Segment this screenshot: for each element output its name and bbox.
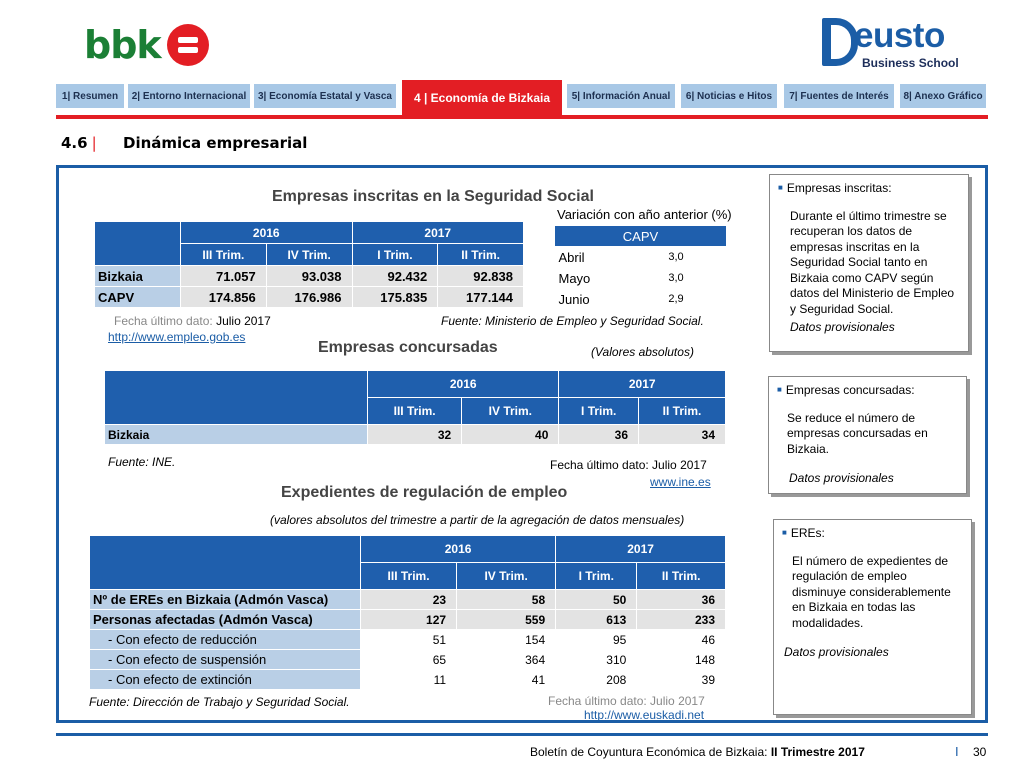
ss-fecha-value: Julio 2017 bbox=[216, 314, 271, 328]
tab-economia-bizkaia[interactable]: 4 | Economía de Bizkaia bbox=[402, 80, 562, 115]
cell: 23 bbox=[361, 590, 457, 610]
conc-subtitle: (Valores absolutos) bbox=[591, 345, 694, 359]
variacion-header: CAPV bbox=[555, 226, 727, 247]
note-body: El número de expedientes de regulación de empleo disminuye considerablemente en Bizkaia en todas las modalidades. bbox=[792, 553, 951, 630]
cell: 92.432 bbox=[352, 266, 438, 287]
tab-noticias-hitos[interactable]: 6| Noticias e Hitos bbox=[681, 84, 777, 108]
cell: 36 bbox=[637, 590, 726, 610]
cell: 175.835 bbox=[352, 287, 438, 308]
cell: 32 bbox=[368, 425, 462, 445]
deusto-logo bbox=[822, 16, 962, 72]
nav-underline bbox=[56, 115, 988, 119]
ss-period: IV Trim. bbox=[266, 244, 352, 266]
row-label: - Con efecto de suspensión bbox=[90, 650, 361, 670]
section-nav bbox=[56, 84, 988, 116]
footer-text-plain: Boletín de Coyuntura Económica de Bizkaia: bbox=[530, 745, 771, 759]
eres-period: I Trim. bbox=[556, 563, 637, 590]
conc-year-2017: 2017 bbox=[559, 371, 726, 398]
table-row bbox=[555, 289, 727, 310]
section-title: Dinámica empresarial bbox=[123, 134, 308, 152]
conc-table bbox=[104, 370, 726, 445]
cell: 364 bbox=[457, 650, 556, 670]
cell: 39 bbox=[637, 670, 726, 690]
cell: 92.838 bbox=[438, 266, 524, 287]
footer-title bbox=[530, 745, 865, 759]
tab-resumen[interactable]: 1| Resumen bbox=[56, 84, 124, 108]
note-foot: Datos provisionales bbox=[789, 471, 894, 485]
note-body: Se reduce el número de empresas concursadas en Bizkaia. bbox=[787, 410, 928, 456]
cell: 3,0 bbox=[668, 251, 684, 264]
footer-rule bbox=[56, 733, 988, 736]
eres-title: Expedientes de regulación de empleo bbox=[281, 484, 568, 501]
cell: 174.856 bbox=[181, 287, 267, 308]
conc-period: I Trim. bbox=[559, 398, 639, 425]
eres-period: II Trim. bbox=[637, 563, 726, 590]
footer-text-bold: II Trimestre 2017 bbox=[770, 745, 865, 759]
ss-period: III Trim. bbox=[181, 244, 267, 266]
conc-period: II Trim. bbox=[639, 398, 726, 425]
cell: 613 bbox=[556, 610, 637, 630]
eres-period: IV Trim. bbox=[457, 563, 556, 590]
cell: 58 bbox=[457, 590, 556, 610]
eres-year-2016: 2016 bbox=[361, 536, 556, 563]
conc-fecha: Fecha último dato: Julio 2017 bbox=[550, 458, 707, 472]
cell: 40 bbox=[462, 425, 559, 445]
bbk-logo-text: bbk bbox=[84, 23, 161, 67]
table-row bbox=[95, 266, 524, 287]
table-row bbox=[555, 268, 727, 289]
row-label: CAPV bbox=[95, 287, 181, 308]
variacion-title: Variación con año anterior (%) bbox=[557, 207, 732, 222]
cell: 559 bbox=[457, 610, 556, 630]
tab-economia-estatal[interactable]: 3| Economía Estatal y Vasca bbox=[254, 84, 396, 108]
ss-fecha bbox=[114, 314, 271, 328]
eres-corner bbox=[90, 536, 361, 590]
bullet-icon: ■ bbox=[777, 385, 782, 394]
tab-informacion-anual[interactable]: 5| Información Anual bbox=[567, 84, 675, 108]
note-head: Empresas concursadas: bbox=[785, 383, 915, 397]
row-label: Abril bbox=[558, 249, 585, 265]
conc-link[interactable]: www.ine.es bbox=[650, 475, 711, 489]
cell: 41 bbox=[457, 670, 556, 690]
cell: 2,9 bbox=[668, 293, 684, 305]
ss-period: II Trim. bbox=[438, 244, 524, 266]
footer-separator: I bbox=[955, 744, 959, 759]
deusto-d-mark bbox=[822, 18, 858, 66]
eres-table bbox=[89, 535, 726, 690]
note-head: EREs: bbox=[790, 526, 825, 540]
cell: 34 bbox=[639, 425, 726, 445]
note-foot: Datos provisionales bbox=[790, 320, 895, 334]
ss-title: Empresas inscritas en la Seguridad Social bbox=[272, 188, 594, 205]
eres-period: III Trim. bbox=[361, 563, 457, 590]
page-title bbox=[61, 134, 307, 152]
cell: 36 bbox=[559, 425, 639, 445]
section-separator: | bbox=[91, 134, 97, 152]
row-label: Nº de EREs en Bizkaia (Admón Vasca) bbox=[90, 590, 361, 610]
eres-fuente: Fuente: Dirección de Trabajo y Seguridad Social. bbox=[89, 695, 350, 709]
conc-period: IV Trim. bbox=[462, 398, 559, 425]
cell: 95 bbox=[556, 630, 637, 650]
bbk-logo bbox=[84, 22, 229, 68]
cell: 310 bbox=[556, 650, 637, 670]
tab-anexo-grafico[interactable]: 8| Anexo Gráfico bbox=[900, 84, 986, 108]
cell: 208 bbox=[556, 670, 637, 690]
table-row bbox=[90, 630, 726, 650]
ss-corner bbox=[95, 222, 181, 266]
ss-year-2016: 2016 bbox=[181, 222, 353, 244]
row-label: Personas afectadas (Admón Vasca) bbox=[90, 610, 361, 630]
conc-corner bbox=[105, 371, 368, 425]
row-label: Mayo bbox=[558, 270, 591, 286]
variacion-table bbox=[554, 225, 727, 310]
row-label: - Con efecto de extinción bbox=[90, 670, 361, 690]
note-inscritas bbox=[769, 174, 969, 352]
note-head: Empresas inscritas: bbox=[786, 181, 892, 195]
cell: 3,0 bbox=[668, 272, 684, 284]
eres-link[interactable]: http://www.euskadi.net bbox=[584, 708, 705, 722]
row-label: Bizkaia bbox=[105, 425, 368, 445]
cell: 154 bbox=[457, 630, 556, 650]
table-row bbox=[105, 425, 726, 445]
eres-subtitle: (valores absolutos del trimestre a partir de la agregación de datos mensuales) bbox=[270, 513, 685, 527]
note-concursadas bbox=[768, 376, 967, 494]
eres-fecha: Fecha último dato: Julio 2017 bbox=[548, 694, 705, 708]
cell: 50 bbox=[556, 590, 637, 610]
ss-link[interactable]: http://www.empleo.gob.es bbox=[108, 330, 246, 344]
deusto-logo-word: eusto bbox=[854, 16, 945, 55]
note-foot: Datos provisionales bbox=[784, 645, 889, 659]
table-row bbox=[90, 590, 726, 610]
cell: 148 bbox=[637, 650, 726, 670]
note-body: Durante el último trimestre se recuperan los datos de empresas inscritas en la Seguridad Social tanto en Bizkaia como CAPV según datos del Ministerio de Empleo y Seguridad Social. bbox=[790, 208, 955, 316]
table-row bbox=[95, 287, 524, 308]
ss-fecha-label: Fecha último dato: bbox=[114, 314, 213, 328]
cell: 127 bbox=[361, 610, 457, 630]
bbk-logo-mark bbox=[167, 24, 209, 66]
tab-entorno-internacional[interactable]: 2| Entorno Internacional bbox=[128, 84, 250, 108]
cell: 177.144 bbox=[438, 287, 524, 308]
ss-period: I Trim. bbox=[352, 244, 438, 266]
conc-year-2016: 2016 bbox=[368, 371, 559, 398]
page-number: 30 bbox=[973, 745, 987, 759]
row-label: - Con efecto de reducción bbox=[90, 630, 361, 650]
tab-fuentes-interes[interactable]: 7| Fuentes de Interés bbox=[784, 84, 894, 108]
conc-title: Empresas concursadas bbox=[318, 339, 498, 356]
ss-year-2017: 2017 bbox=[352, 222, 524, 244]
table-row bbox=[90, 610, 726, 630]
cell: 71.057 bbox=[181, 266, 267, 287]
cell: 65 bbox=[361, 650, 457, 670]
row-label: Junio bbox=[558, 291, 590, 307]
cell: 233 bbox=[637, 610, 726, 630]
section-number: 4.6 bbox=[61, 134, 88, 152]
cell: 93.038 bbox=[266, 266, 352, 287]
table-row bbox=[555, 247, 727, 268]
note-eres bbox=[773, 519, 972, 715]
cell: 46 bbox=[637, 630, 726, 650]
deusto-logo-sub: Business School bbox=[862, 56, 959, 70]
cell: 11 bbox=[361, 670, 457, 690]
table-row bbox=[90, 670, 726, 690]
bullet-icon: ■ bbox=[782, 528, 787, 537]
ss-fuente: Fuente: Ministerio de Empleo y Seguridad Social. bbox=[441, 314, 704, 328]
row-label: Bizkaia bbox=[95, 266, 181, 287]
cell: 176.986 bbox=[266, 287, 352, 308]
ss-table bbox=[94, 221, 524, 308]
table-row bbox=[90, 650, 726, 670]
cell: 51 bbox=[361, 630, 457, 650]
conc-period: III Trim. bbox=[368, 398, 462, 425]
conc-fuente: Fuente: INE. bbox=[108, 455, 176, 469]
bullet-icon: ■ bbox=[778, 183, 783, 192]
eres-year-2017: 2017 bbox=[556, 536, 726, 563]
